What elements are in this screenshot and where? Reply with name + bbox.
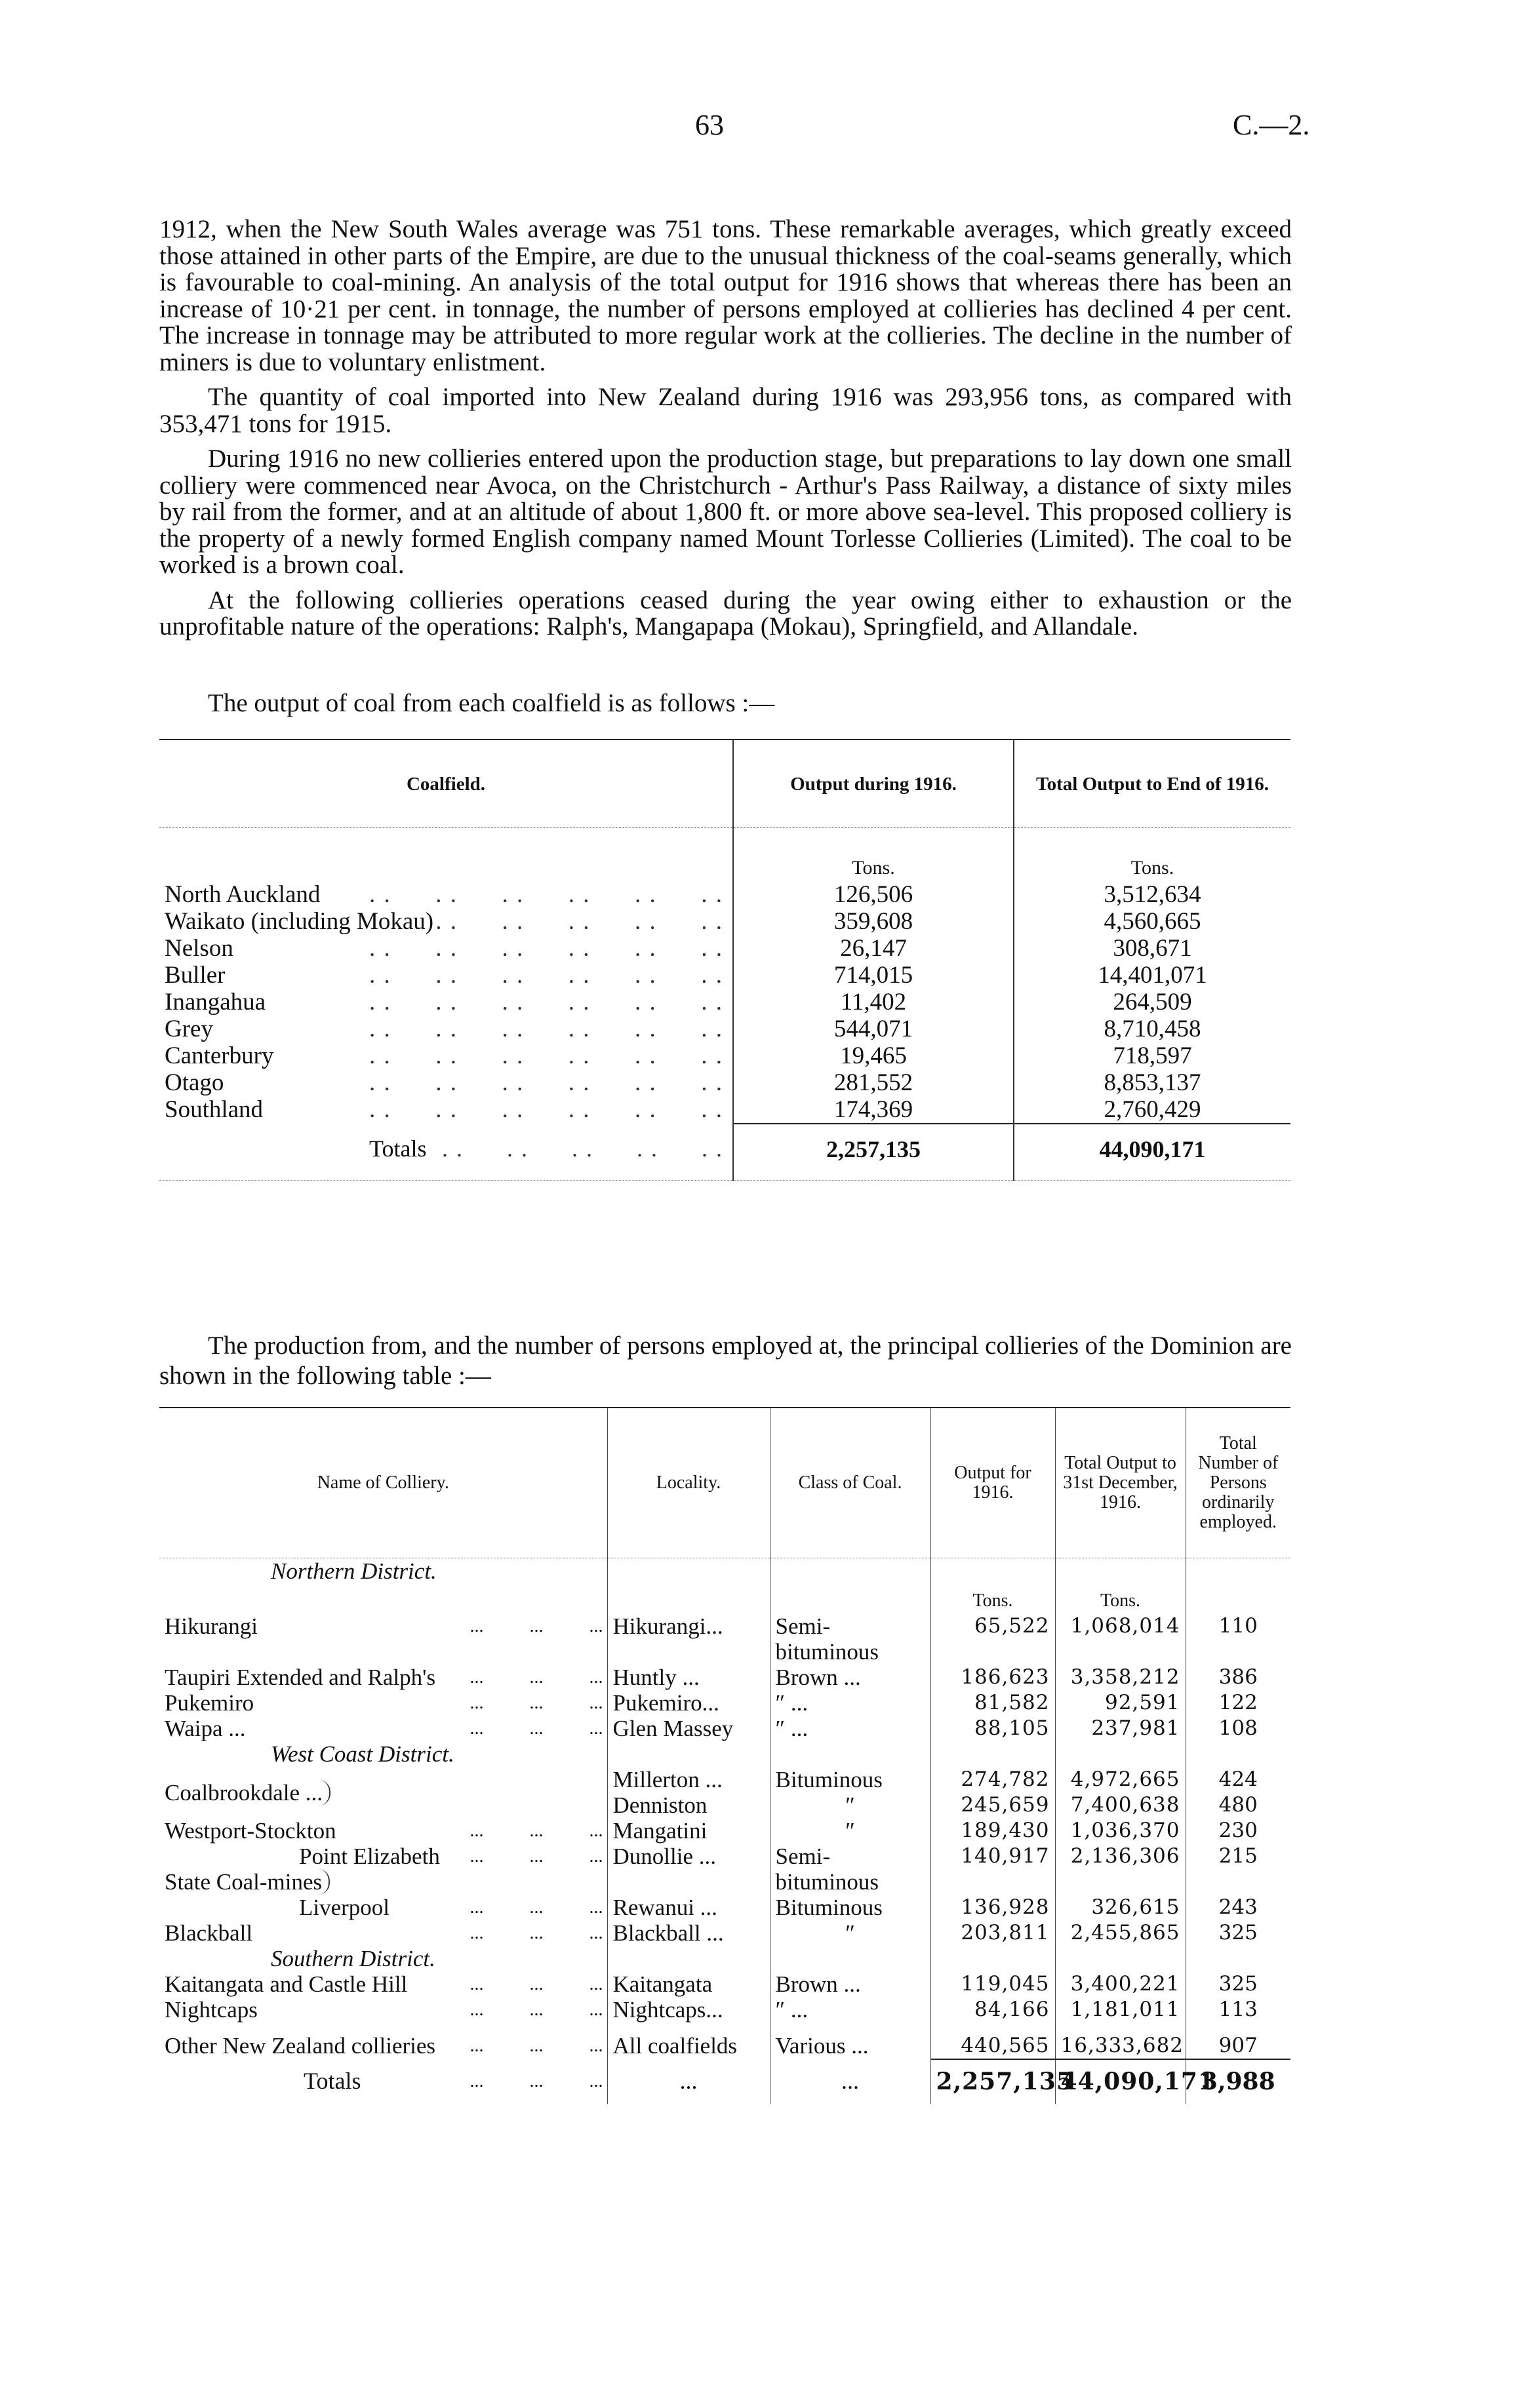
- coalfield-name-text: Nelson: [165, 935, 237, 962]
- totals-total-output: 44,090,171: [1014, 1124, 1290, 1181]
- coalfield-name-text: North Auckland: [165, 881, 324, 908]
- coal-class: Brown ...: [770, 1971, 930, 1997]
- total-output: 326,615: [1055, 1895, 1186, 1920]
- locality: Blackball ...: [607, 1920, 770, 1946]
- output-1916: 359,608: [733, 908, 1014, 935]
- colliery-name-text: Hikurangi: [165, 1613, 262, 1639]
- table-row: [159, 1069, 1290, 1096]
- coalfield-name: [159, 881, 733, 908]
- table-row: [159, 1665, 1290, 1690]
- totals-persons: 3,988: [1186, 2059, 1290, 2104]
- empty-cell: [159, 1584, 607, 1613]
- total-output: 2,136,306: [1055, 1844, 1186, 1895]
- empty-cell: [607, 1584, 770, 1613]
- locality: Dunollie ...: [607, 1844, 770, 1895]
- empty-cell: [770, 1946, 930, 1971]
- units-label: Tons.: [1055, 1584, 1186, 1613]
- total-output: 8,853,137: [1014, 1069, 1290, 1096]
- output-1916: 174,369: [733, 1096, 1014, 1124]
- colliery-name-text: Other New Zealand collieries: [165, 2033, 439, 2059]
- empty-cell: [770, 1558, 930, 1585]
- output-1916: 65,522: [930, 1613, 1055, 1665]
- colliery-name-text: Kaitangata and Castle Hill: [165, 1971, 411, 1997]
- coal-class: Bituminous: [770, 1895, 930, 1920]
- totals-label-text: Totals: [304, 2068, 365, 2094]
- coal-class: Semi-bituminous: [770, 1844, 930, 1895]
- coalfield-name: [159, 935, 733, 962]
- output-1916: 84,166: [930, 1997, 1055, 2023]
- total-output: 308,671: [1014, 935, 1290, 962]
- coalfield-name-text: Southland: [165, 1096, 267, 1123]
- total-output: 1,068,014: [1055, 1613, 1186, 1665]
- output-1916: 544,071: [733, 1016, 1014, 1042]
- output-1916: 189,430: [930, 1818, 1055, 1844]
- output-1916: 81,582: [930, 1690, 1055, 1716]
- units-row: [159, 828, 1290, 882]
- table-row: [159, 989, 1290, 1016]
- empty-cell: [1055, 1946, 1186, 1971]
- persons-employed: 386: [1186, 1665, 1290, 1690]
- empty-cell: [1055, 2023, 1186, 2033]
- column-header-coalfield: Coalfield.: [159, 740, 733, 828]
- total-output: 264,509: [1014, 989, 1290, 1016]
- coal-class: ″: [770, 1818, 930, 1844]
- locality: Rewanui ...: [607, 1895, 770, 1920]
- coal-class: Bituminous: [770, 1767, 930, 1792]
- coal-class: ″ ...: [770, 1997, 930, 2023]
- persons-employed: 243: [1186, 1895, 1290, 1920]
- table-header-row: [159, 1408, 1290, 1558]
- locality: All coalfields: [607, 2033, 770, 2059]
- persons-employed: 424: [1186, 1767, 1290, 1792]
- coalfield-name: [159, 908, 733, 935]
- total-output: 92,591: [1055, 1690, 1186, 1716]
- output-1916: 281,552: [733, 1069, 1014, 1096]
- total-output: 16,333,682: [1055, 2033, 1186, 2059]
- totals-locality: ...: [607, 2059, 770, 2104]
- collieries-table: [159, 1407, 1290, 2104]
- colliery-name: [159, 1665, 607, 1690]
- output-1916: 126,506: [733, 881, 1014, 908]
- empty-cell: [770, 2023, 930, 2033]
- locality: Millerton ...: [607, 1767, 770, 1792]
- table-header-row: [159, 740, 1290, 828]
- table-row: [159, 1971, 1290, 1997]
- empty-cell: [1055, 1741, 1186, 1767]
- coalfield-name: [159, 1096, 733, 1124]
- column-header-total-output: Total Output to End of 1916.: [1014, 740, 1290, 828]
- colliery-name: [159, 1971, 607, 1997]
- empty-cell: [159, 2023, 607, 2033]
- table-row: [159, 2033, 1290, 2059]
- coal-class: ″: [770, 1920, 930, 1946]
- persons-employed: 108: [1186, 1716, 1290, 1741]
- empty-cell: [770, 1584, 930, 1613]
- colliery-name-text: Pukemiro: [165, 1690, 258, 1716]
- units-label: Tons.: [733, 828, 1014, 882]
- locality: Glen Massey: [607, 1716, 770, 1741]
- table-row: [159, 1818, 1290, 1844]
- locality: Denniston: [607, 1792, 770, 1818]
- totals-class: ...: [770, 2059, 930, 2104]
- coal-class: Various ...: [770, 2033, 930, 2059]
- persons-employed: 122: [1186, 1690, 1290, 1716]
- table-row: [159, 1844, 1290, 1895]
- coal-class: Brown ...: [770, 1665, 930, 1690]
- total-output: 14,401,071: [1014, 962, 1290, 989]
- units-label: Tons.: [930, 1584, 1055, 1613]
- table-row: [159, 1042, 1290, 1069]
- table-row: [159, 962, 1290, 989]
- coalfield-output-table: [159, 739, 1290, 1181]
- table-row: [159, 1767, 1290, 1792]
- output-1916: 19,465: [733, 1042, 1014, 1069]
- table-row: [159, 1690, 1290, 1716]
- empty-cell: [1055, 1558, 1186, 1585]
- column-header-name: Name of Colliery.: [159, 1408, 607, 1558]
- total-output: 718,597: [1014, 1042, 1290, 1069]
- coalfield-name-text: Waikato (including Mokau): [165, 908, 437, 935]
- empty-cell: [930, 1558, 1055, 1585]
- colliery-name: [159, 1716, 607, 1741]
- body-text: [159, 216, 1292, 649]
- output-1916: 440,565: [930, 2033, 1055, 2059]
- coalfield-name-text: Grey: [165, 1016, 217, 1042]
- total-output: 8,710,458: [1014, 1016, 1290, 1042]
- empty-cell: [930, 2023, 1055, 2033]
- units-row: [159, 1584, 1290, 1613]
- colliery-name: [294, 1844, 607, 1895]
- total-output: 3,358,212: [1055, 1665, 1186, 1690]
- table-row: [159, 1895, 1290, 1920]
- locality: Huntly ...: [607, 1665, 770, 1690]
- total-output: 2,760,429: [1014, 1096, 1290, 1124]
- spacer-row: [159, 2023, 1290, 2033]
- empty-cell: [1186, 1946, 1290, 1971]
- total-output: 3,400,221: [1055, 1971, 1186, 1997]
- district-heading-row: [159, 1741, 1290, 1767]
- table-row: [159, 1613, 1290, 1665]
- totals-total-output: 44,090,171: [1055, 2059, 1186, 2104]
- output-1916: 11,402: [733, 989, 1014, 1016]
- totals-row: [159, 1124, 1290, 1181]
- total-output: 7,400,638: [1055, 1792, 1186, 1818]
- persons-employed: 907: [1186, 2033, 1290, 2059]
- output-1916: 26,147: [733, 935, 1014, 962]
- totals-output-1916: 2,257,135: [930, 2059, 1055, 2104]
- output-1916: 245,659: [930, 1792, 1055, 1818]
- colliery-name: [159, 1997, 607, 2023]
- colliery-name-text: Point Elizabeth: [299, 1844, 444, 1869]
- persons-employed: 110: [1186, 1613, 1290, 1665]
- collieries-table-intro: The production from, and the number of persons employed at, the principal collieries of the Dominion are shown in the following table :—: [159, 1332, 1292, 1390]
- total-output: 2,455,865: [1055, 1920, 1186, 1946]
- table-row: [159, 935, 1290, 962]
- empty-cell: [1186, 1558, 1290, 1585]
- locality: Kaitangata: [607, 1971, 770, 1997]
- empty-cell: [1186, 2023, 1290, 2033]
- empty-cell: [1186, 1741, 1290, 1767]
- colliery-name-text: Nightcaps: [165, 1997, 262, 2023]
- table-row: [159, 908, 1290, 935]
- paragraph: 1912, when the New South Wales average was 751 tons. These remarkable averages, which greatly exceed those attained in other parts of the Empire, are due to the unusual thickness of the coal-seams generally, which is favourable to coal-mining. An analysis of the total output for 1916 shows that whereas there has been an increase of 10·21 per cent. in tonnage, the number of persons employed at collieries has declined 4 per cent. The increase in tonnage may be attributed to more regular work at the collieries. The decline in the number of miners is due to voluntary enlistment.: [159, 215, 1292, 376]
- total-output: 4,560,665: [1014, 908, 1290, 935]
- locality: Nightcaps...: [607, 1997, 770, 2023]
- coalfield-table-intro: The output of coal from each coalfield is as follows :—: [208, 689, 775, 717]
- coalfield-name: [159, 962, 733, 989]
- empty-cell: [770, 1741, 930, 1767]
- locality: Mangatini: [607, 1818, 770, 1844]
- column-header-locality: Locality.: [607, 1408, 770, 1558]
- coalfield-name: [159, 1016, 733, 1042]
- totals-label-text: Totals: [369, 1135, 430, 1162]
- colliery-name-text: Coalbrookdale ...: [165, 1780, 330, 1806]
- colliery-group-name-text: State Coal-mines: [165, 1869, 330, 1895]
- total-output: 237,981: [1055, 1716, 1186, 1741]
- total-output: 1,036,370: [1055, 1818, 1186, 1844]
- column-header-output-1916: Output during 1916.: [733, 740, 1014, 828]
- coalfield-name: [159, 989, 733, 1016]
- persons-employed: 325: [1186, 1920, 1290, 1946]
- district-heading-row: [159, 1946, 1290, 1971]
- coal-class: ″: [770, 1792, 930, 1818]
- empty-cell: [607, 1558, 770, 1585]
- coalfield-name-text: Otago: [165, 1069, 228, 1096]
- colliery-name: [159, 2033, 607, 2059]
- totals-output-1916: 2,257,135: [733, 1124, 1014, 1181]
- coalfield-name-text: Inangahua: [165, 989, 270, 1016]
- district-heading: West Coast District.: [271, 1741, 454, 1767]
- coalfield-name-text: Buller: [165, 962, 229, 989]
- output-1916: 136,928: [930, 1895, 1055, 1920]
- colliery-name: [294, 1895, 607, 1920]
- paragraph: During 1916 no new collieries entered upon the production stage, but preparations to lay down one small colliery were commenced near Avoca, on the Christchurch - Arthur's Pass Railway, a distance of sixty miles by rail from the former, and at an altitude of about 1,800 ft. or more above sea-level. This proposed colliery is the property of a newly formed English company named Mount Torlesse Collieries (Limited). The coal to be worked is a brown coal.: [159, 444, 1292, 579]
- colliery-name: [159, 1920, 607, 1946]
- district-heading-row: [159, 1558, 1290, 1585]
- empty-cell: [607, 2023, 770, 2033]
- column-header-total-output: Total Output to 31st December, 1916.: [1055, 1408, 1186, 1558]
- empty-cell: [607, 1946, 770, 1971]
- coalfield-name-text: Canterbury: [165, 1042, 277, 1069]
- table-row: [159, 1920, 1290, 1946]
- total-output: 3,512,634: [1014, 881, 1290, 908]
- empty-cell: [930, 1946, 1055, 1971]
- coal-class: ″ ...: [770, 1690, 930, 1716]
- colliery-name: [159, 1818, 607, 1844]
- district-heading: Southern District.: [271, 1946, 435, 1971]
- output-1916: 140,917: [930, 1844, 1055, 1895]
- table-row: [159, 1016, 1290, 1042]
- totals-row: [159, 2059, 1290, 2104]
- empty-cell: [1186, 1584, 1290, 1613]
- colliery-group-name: [159, 1844, 323, 1920]
- page-number: 63: [695, 109, 724, 141]
- colliery-name-text: Waipa ...: [165, 1716, 250, 1741]
- persons-employed: 215: [1186, 1844, 1290, 1895]
- output-1916: 714,015: [733, 962, 1014, 989]
- column-header-class: Class of Coal.: [770, 1408, 930, 1558]
- output-1916: 88,105: [930, 1716, 1055, 1741]
- colliery-name: [159, 1767, 607, 1818]
- output-1916: 274,782: [930, 1767, 1055, 1792]
- persons-employed: 113: [1186, 1997, 1290, 2023]
- column-header-output-1916: Output for 1916.: [930, 1408, 1055, 1558]
- colliery-name-text: Taupiri Extended and Ralph's: [165, 1665, 439, 1690]
- colliery-name: [159, 1690, 607, 1716]
- output-1916: 186,623: [930, 1665, 1055, 1690]
- units-label: Tons.: [1014, 828, 1290, 882]
- locality: Pukemiro...: [607, 1690, 770, 1716]
- total-output: 4,972,665: [1055, 1767, 1186, 1792]
- totals-label: [159, 1124, 733, 1181]
- column-header-persons: Total Number of Persons ordinarily employed.: [1186, 1408, 1290, 1558]
- coalfield-name: [159, 1069, 733, 1096]
- table-row: [159, 881, 1290, 908]
- colliery-name-text: Liverpool: [299, 1895, 393, 1920]
- output-1916: 203,811: [930, 1920, 1055, 1946]
- persons-employed: 480: [1186, 1792, 1290, 1818]
- table-row: [159, 1096, 1290, 1124]
- total-output: 1,181,011: [1055, 1997, 1186, 2023]
- colliery-name: [159, 1613, 607, 1665]
- district-heading: Northern District.: [271, 1558, 437, 1584]
- document-reference: C.—2.: [1233, 109, 1310, 141]
- table-row: [159, 1997, 1290, 2023]
- locality: Hikurangi...: [607, 1613, 770, 1665]
- totals-label: [159, 2059, 607, 2104]
- empty-cell: [930, 1741, 1055, 1767]
- empty-cell: [607, 1741, 770, 1767]
- output-1916: 119,045: [930, 1971, 1055, 1997]
- paragraph: The quantity of coal imported into New Zealand during 1916 was 293,956 tons, as compared with 353,471 tons for 1915.: [159, 383, 1292, 438]
- persons-employed: 230: [1186, 1818, 1290, 1844]
- persons-employed: 325: [1186, 1971, 1290, 1997]
- coal-class: ″ ...: [770, 1716, 930, 1741]
- colliery-name-text: Blackball: [165, 1920, 256, 1946]
- colliery-name-text: Westport-Stockton: [165, 1818, 340, 1844]
- coalfield-name: [159, 1042, 733, 1069]
- coal-class: Semi-bituminous: [770, 1613, 930, 1665]
- table-row: [159, 1716, 1290, 1741]
- paragraph: At the following collieries operations ceased during the year owing either to exhaustion or the unprofitable nature of the operations: Ralph's, Mangapapa (Mokau), Springfield, and Allandale.: [159, 585, 1292, 641]
